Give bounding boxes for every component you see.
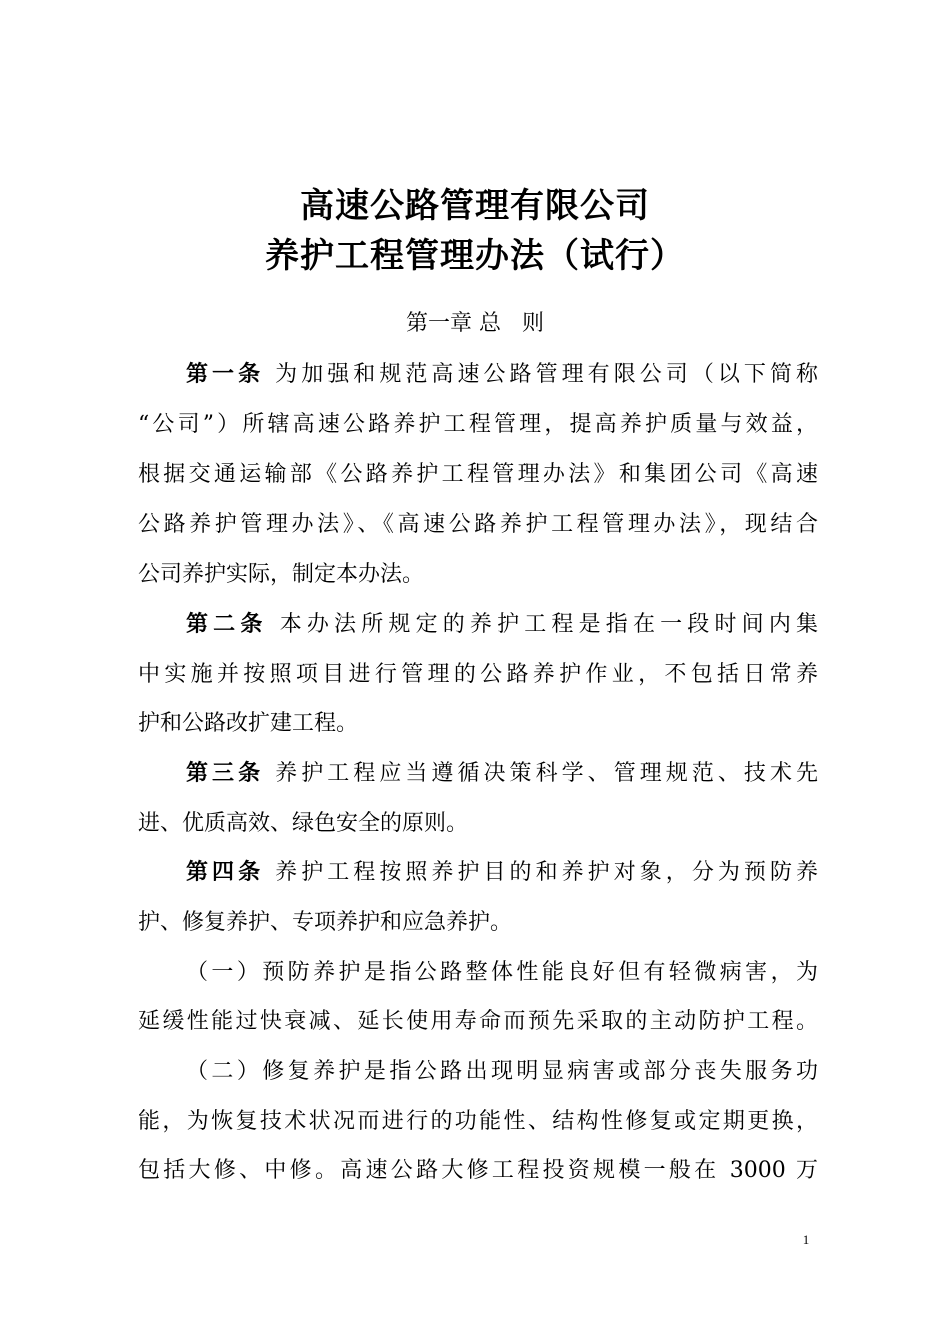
article-1-line-1 [186, 360, 818, 390]
item-2-line-1: （二）修复养护是指公路出现明显病害或部分丧失服务功 [186, 1059, 818, 1084]
article-3-text: 养护工程应当遵循决策科学、管理规范、技术先 [264, 761, 818, 786]
article-4-label: 第四条 [186, 860, 265, 885]
article-3-line-2: 进、优质高效、绿色安全的原则。 [138, 811, 469, 836]
article-4-text: 养护工程按照养护目的和养护对象，分为预防养 [264, 860, 818, 885]
article-3-line-1 [186, 759, 818, 789]
article-3-label: 第三条 [186, 761, 265, 786]
article-1-line-3: 根据交通运输部《公路养护工程管理办法》和集团公司《高速 [138, 462, 818, 487]
article-1-line-5: 公司养护实际，制定本办法。 [138, 562, 425, 587]
article-2-line-1 [186, 610, 818, 640]
document-title-line-1: 高速公路管理有限公司 [300, 186, 650, 226]
article-1-text: 为加强和规范高速公路管理有限公司（以下简称 [264, 362, 818, 387]
article-2-label: 第二条 [186, 612, 268, 637]
article-4-line-2: 护、修复养护、专项养护和应急养护。 [138, 910, 513, 935]
page-number: 1 [802, 1232, 810, 1247]
document-title-line-2: 养护工程管理办法（试行） [265, 236, 685, 276]
article-2-line-3: 护和公路改扩建工程。 [138, 711, 359, 736]
item-1-line-2: 延缓性能过快衰减、延长使用寿命而预先采取的主动防护工程。 [138, 1009, 818, 1034]
article-1-line-4: 公路养护管理办法》、《高速公路养护工程管理办法》，现结合 [138, 512, 818, 537]
article-2-line-2: 中实施并按照项目进行管理的公路养护作业，不包括日常养 [138, 662, 818, 687]
chapter-heading: 第一章 总 则 [406, 311, 544, 336]
article-1-line-2: “公司”）所辖高速公路养护工程管理，提高养护质量与效益， [138, 412, 818, 437]
article-4-line-1 [186, 858, 818, 888]
article-1-label: 第一条 [186, 362, 265, 387]
item-2-line-3: 包括大修、中修。高速公路大修工程投资规模一般在 3000 万 [138, 1158, 818, 1183]
item-2-line-2: 能，为恢复技术状况而进行的功能性、结构性修复或定期更换， [138, 1109, 818, 1134]
item-1-line-1: （一）预防养护是指公路整体性能良好但有轻微病害，为 [186, 960, 818, 985]
article-2-text: 本办法所规定的养护工程是指在一段时间内集 [267, 612, 818, 637]
